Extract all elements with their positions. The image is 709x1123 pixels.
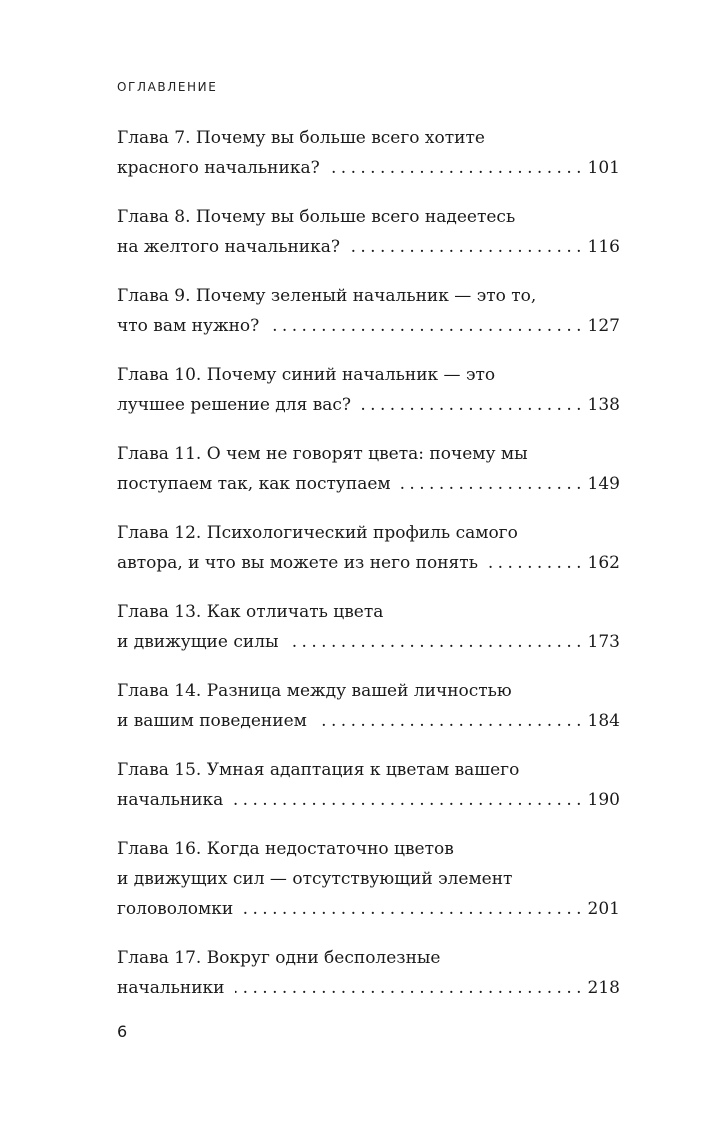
dot-leader: [330, 153, 582, 183]
toc-entry[interactable]: [117, 202, 620, 262]
toc-page-number: 190: [587, 790, 620, 810]
dot-leader: [361, 390, 582, 420]
toc-entry-title: Глава 13. Как отличать цвета: [117, 602, 384, 622]
toc-entry-title: и вашим поведением: [117, 711, 307, 731]
toc-entry-title: на желтого начальника?: [117, 237, 340, 257]
toc-page-number: 218: [587, 978, 620, 998]
dot-leader: [401, 469, 582, 499]
dot-leader: [233, 785, 581, 815]
toc-entry[interactable]: [117, 518, 620, 578]
toc-entry-line: [117, 439, 620, 469]
toc-entry-title: Глава 9. Почему зеленый начальник — это то,: [117, 286, 537, 306]
toc-entry-title: Глава 14. Разница между вашей личностью: [117, 681, 512, 701]
toc-entry-line: [117, 834, 620, 864]
toc-entry-line: [117, 973, 620, 1003]
toc-entry-title: Глава 15. Умная адаптация к цветам вашего: [117, 760, 520, 780]
toc-entry-line: [117, 202, 620, 232]
toc-entry[interactable]: [117, 439, 620, 499]
toc-entry-title: лучшее решение для вас?: [117, 395, 352, 415]
dot-leader: [350, 232, 582, 262]
toc-entry-line: [117, 311, 620, 341]
toc-page-number: 127: [587, 316, 620, 336]
toc-entry-title: Глава 16. Когда недостаточно цветов: [117, 839, 454, 859]
table-of-contents: [117, 123, 620, 1022]
toc-entry-title: и движущих сил — отсутствующий элемент: [117, 869, 513, 889]
toc-entry-title: поступаем так, как поступаем: [117, 474, 391, 494]
toc-entry-title: красного начальника?: [117, 158, 320, 178]
toc-entry-line: [117, 864, 620, 894]
dot-leader: [317, 706, 582, 736]
toc-entry-line: [117, 153, 620, 183]
toc-entry-title: и движущие силы: [117, 632, 279, 652]
toc-entry[interactable]: [117, 360, 620, 420]
dot-leader: [488, 548, 582, 578]
toc-entry-title: Глава 7. Почему вы больше всего хотите: [117, 128, 485, 148]
section-heading: ОГЛАВЛЕНИЕ: [117, 80, 218, 94]
toc-entry-title: автора, и что вы можете из него понять: [117, 553, 478, 573]
toc-entry-title: Глава 10. Почему синий начальник — это: [117, 365, 496, 385]
toc-entry[interactable]: [117, 281, 620, 341]
toc-page-number: 173: [587, 632, 620, 652]
dot-leader: [269, 311, 581, 341]
toc-entry[interactable]: [117, 943, 620, 1003]
toc-page-number: 138: [587, 395, 620, 415]
toc-entry-line: [117, 518, 620, 548]
toc-entry-line: [117, 755, 620, 785]
toc-entry-title: головоломки: [117, 899, 234, 919]
toc-entry-line: [117, 232, 620, 262]
toc-entry-line: [117, 676, 620, 706]
toc-entry[interactable]: [117, 755, 620, 815]
toc-entry[interactable]: [117, 834, 620, 924]
toc-page-number: 116: [587, 237, 620, 257]
toc-entry-title: Глава 12. Психологический профиль самого: [117, 523, 518, 543]
toc-entry-title: Глава 17. Вокруг одни бесполезные: [117, 948, 441, 968]
dot-leader: [289, 627, 582, 657]
toc-entry-line: [117, 548, 620, 578]
toc-entry-title: начальники: [117, 978, 225, 998]
toc-entry-title: начальника: [117, 790, 224, 810]
toc-entry-line: [117, 597, 620, 627]
toc-entry-line: [117, 360, 620, 390]
toc-entry-line: [117, 894, 620, 924]
toc-entry-line: [117, 627, 620, 657]
toc-entry-line: [117, 706, 620, 736]
toc-entry-line: [117, 281, 620, 311]
toc-entry[interactable]: [117, 123, 620, 183]
toc-page-number: 162: [587, 553, 620, 573]
toc-page-number: 201: [587, 899, 620, 919]
toc-page-number: 184: [587, 711, 620, 731]
toc-page-number: 101: [587, 158, 620, 178]
toc-entry-line: [117, 785, 620, 815]
toc-entry-title: Глава 11. О чем не говорят цвета: почему мы: [117, 444, 528, 464]
toc-entry-line: [117, 123, 620, 153]
page-number: 6: [117, 1022, 128, 1041]
toc-entry-line: [117, 390, 620, 420]
toc-entry-title: что вам нужно?: [117, 316, 260, 336]
toc-entry[interactable]: [117, 597, 620, 657]
toc-entry[interactable]: [117, 676, 620, 736]
dot-leader: [243, 894, 581, 924]
toc-entry-title: Глава 8. Почему вы больше всего надеетесь: [117, 207, 516, 227]
dot-leader: [235, 973, 582, 1003]
toc-entry-line: [117, 469, 620, 499]
toc-entry-line: [117, 943, 620, 973]
toc-page-number: 149: [587, 474, 620, 494]
